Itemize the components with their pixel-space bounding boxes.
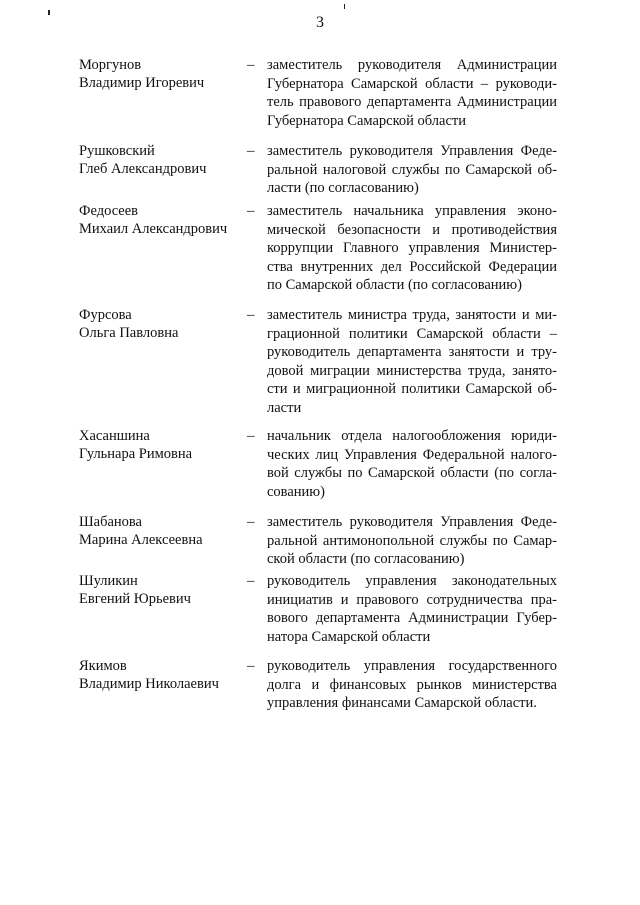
surname: Федосеев — [79, 203, 139, 219]
given-names: Михаил Александрович — [79, 221, 228, 237]
surname: Рушковский — [79, 143, 155, 159]
position-description: заместитель руководителя Администрации Губернатора Самарской области – руководитель правового департамента Администрации Губернатора Самарской области — [267, 57, 557, 129]
person-name — [79, 427, 249, 463]
given-names: Евгений Юрьевич — [79, 591, 191, 607]
surname: Якимов — [79, 658, 127, 674]
position-description: заместитель руководителя Управления Федеральной налоговой службы по Самарской области (по согласованию) — [267, 143, 557, 196]
position-description: заместитель министра труда, занятости и миграционной политики Самарской области – руководитель департамента занятости и трудовой миграции министерства труда, занятости и миграционной политики Самарской области — [267, 307, 557, 416]
position-description: руководитель управления государственного долга и финансовых рынков министерства управления финансами Самарской области. — [267, 658, 557, 711]
given-names: Владимир Игоревич — [79, 75, 205, 91]
person-name — [79, 306, 249, 342]
surname: Шабанова — [79, 514, 142, 530]
dash: – — [247, 203, 255, 219]
page-number: 3 — [316, 14, 324, 31]
scan-mark — [344, 4, 345, 9]
dash: – — [247, 658, 255, 674]
given-names: Ольга Павловна — [79, 325, 179, 341]
dash: – — [247, 573, 255, 589]
dash: – — [247, 143, 255, 159]
dash: – — [247, 307, 255, 323]
scan-mark — [48, 10, 50, 15]
given-names: Гульнара Римовна — [79, 446, 193, 462]
surname: Хасаншина — [79, 428, 150, 444]
person-name — [79, 142, 249, 178]
person-name — [79, 572, 249, 608]
given-names: Марина Алексеевна — [79, 532, 203, 548]
dash: – — [247, 514, 255, 530]
person-name — [79, 202, 249, 238]
person-name — [79, 56, 249, 92]
person-name — [79, 657, 249, 693]
person-name — [79, 513, 249, 549]
position-description: заместитель руководителя Управления Федеральной антимонопольной службы по Самарской области (по согласованию) — [267, 514, 557, 567]
given-names: Глеб Александрович — [79, 161, 207, 177]
dash: – — [247, 428, 255, 444]
position-description: заместитель начальника управления экономической безопасности и противодействия коррупции Главного управления Министерства внутренних дел Российской Федерации по Самарской области (по согласованию) — [267, 203, 557, 293]
position-description: руководитель управления законодательных инициатив и правового сотрудничества правового департамента Администрации Губернатора Самарской области — [267, 573, 557, 645]
dash: – — [247, 57, 255, 73]
surname: Фурсова — [79, 307, 132, 323]
surname: Моргунов — [79, 57, 142, 73]
surname: Шуликин — [79, 573, 138, 589]
position-description: начальник отдела налогообложения юридических лиц Управления Федеральной налоговой службы по Самарской области (по согласованию) — [267, 428, 557, 500]
given-names: Владимир Николаевич — [79, 676, 219, 692]
